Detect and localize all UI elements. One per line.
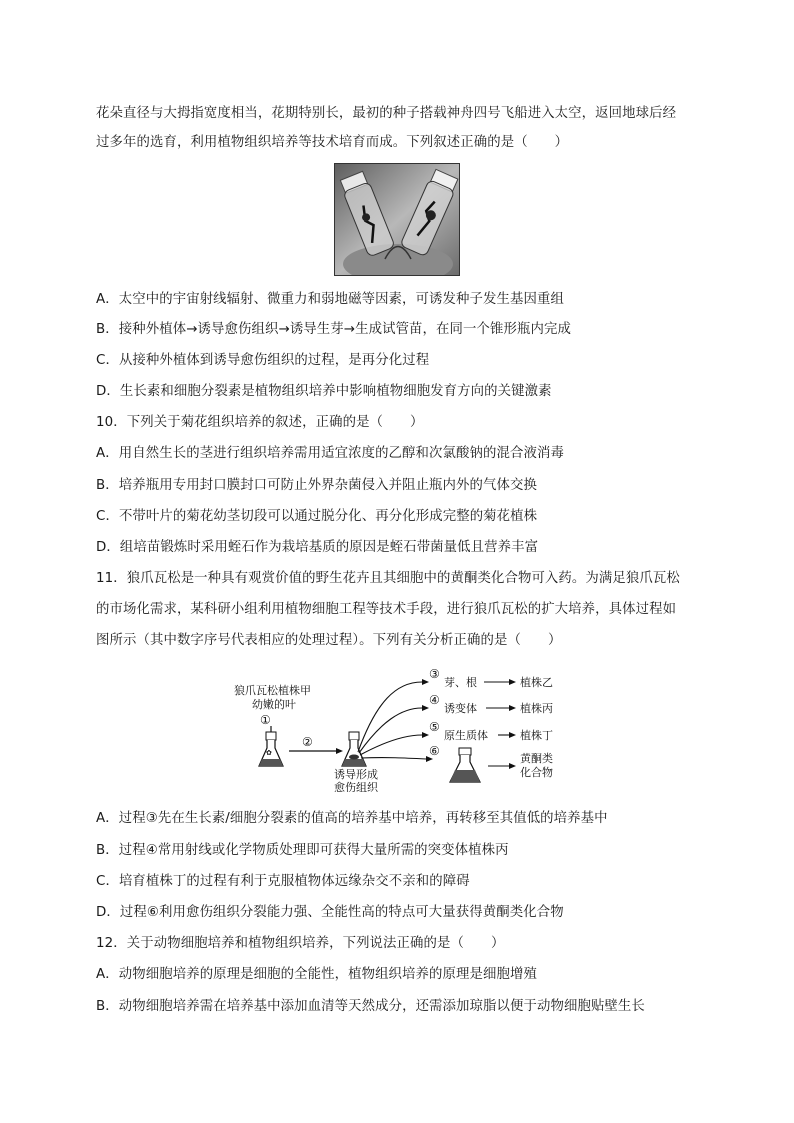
q11-option-d: D．过程⑥利用愈伤组织分裂能力强、全能性高的特点可大量获得黄酮类化合物 — [96, 905, 564, 920]
q10-option-b: B．培养瓶用专用封口膜封口可防止外界杂菌侵入并阻止瓶内外的气体交换 — [96, 478, 537, 493]
branch-5-num: ⑤ — [429, 720, 440, 734]
callus-label-line2: 愈伤组织 — [334, 781, 378, 792]
q11-option-a: A．过程③先在生长素/细胞分裂素的值高的培养基中培养，再转移至其值低的培养基中 — [96, 811, 608, 826]
q9-stem-line1: 花朵直径与大拇指宽度相当，花期特别长，最初的种子搭载神舟四号飞船进入太空，返回地球后经 — [96, 106, 677, 121]
flask-photo — [334, 163, 460, 276]
q11-option-c: C．培育植株丁的过程有利于克服植物体远缘杂交不亲和的障碍 — [96, 874, 470, 889]
q11-stem-line2: 的市场化需求，某科研小组利用植物细胞工程等技术手段，进行狼爪瓦松的扩大培养，具体过程如 — [96, 602, 677, 617]
product-flask — [450, 748, 480, 782]
result-plant-yi: 植株乙 — [520, 676, 553, 689]
q9-option-a: A．太空中的宇宙射线辐射、微重力和弱地磁等因素，可诱发种子发生基因重组 — [96, 292, 564, 307]
q12-option-a: A．动物细胞培养的原理是细胞的全能性，植物组织培养的原理是细胞增殖 — [96, 967, 537, 982]
q11-stem-line3: 图所示（其中数字序号代表相应的处理过程）。下列有关分析正确的是（ ） — [96, 633, 562, 648]
q12-stem: 12．关于动物细胞培养和植物组织培养，下列说法正确的是（ ） — [96, 936, 505, 951]
q11-option-b: B．过程④常用射线或化学物质处理即可获得大量所需的突变体植株丙 — [96, 843, 509, 858]
q12-option-b: B．动物细胞培养需在培养基中添加血清等天然成分，还需添加琼脂以便于动物细胞贴壁生长 — [96, 999, 645, 1014]
product-label-line2: 化合物 — [520, 766, 553, 779]
step-2-label: ② — [302, 735, 313, 749]
branch-4-label: 诱变体 — [444, 702, 477, 715]
branch-3-num: ③ — [429, 667, 440, 681]
tissue-culture-diagram — [226, 662, 566, 792]
q9-option-b: B．接种外植体→诱导愈伤组织→诱导生芽→生成试管苗，在同一个锥形瓶内完成 — [96, 322, 571, 337]
branch-5-label: 原生质体 — [444, 729, 488, 742]
q9-stem-line2: 过多年的选育，利用植物组织培养等技术培育而成。下列叙述正确的是（ ） — [96, 135, 569, 150]
flask-1 — [259, 732, 283, 766]
branch-4-num: ④ — [429, 693, 440, 707]
q9-option-d: D．生长素和细胞分裂素是植物组织培养中影响植物细胞发育方向的关键激素 — [96, 384, 552, 399]
q9-option-c: C．从接种外植体到诱导愈伤组织的过程，是再分化过程 — [96, 353, 430, 368]
step-1-label: ① — [260, 713, 271, 727]
svg-text:✿: ✿ — [266, 749, 272, 757]
q11-stem-line1: 11．狼爪瓦松是一种具有观赏价值的野生花卉且其细胞中的黄酮类化合物可入药。为满足狼爪瓦松 — [96, 571, 680, 586]
source-label-line1: 狼爪瓦松植株甲 — [234, 684, 311, 697]
branch-6-num: ⑥ — [429, 744, 440, 758]
result-plant-bing: 植株丙 — [520, 702, 553, 715]
product-label-line1: 黄酮类 — [520, 752, 553, 765]
branch-3-label: 芽、根 — [444, 676, 477, 689]
q10-stem: 10．下列关于菊花组织培养的叙述，正确的是（ ） — [96, 415, 424, 430]
source-label-line2: 幼嫩的叶 — [252, 698, 296, 711]
callus-label-line1: 诱导形成 — [334, 768, 378, 781]
q10-option-c: C．不带叶片的菊花幼茎切段可以通过脱分化、再分化形成完整的菊花植株 — [96, 509, 538, 524]
result-plant-ding: 植株丁 — [520, 729, 553, 742]
q10-option-a: A．用自然生长的茎进行组织培养需用适宜浓度的乙醇和次氯酸钠的混合液消毒 — [96, 446, 564, 461]
q10-option-d: D．组培苗锻炼时采用蛭石作为栽培基质的原因是蛭石带菌量低且营养丰富 — [96, 540, 539, 555]
